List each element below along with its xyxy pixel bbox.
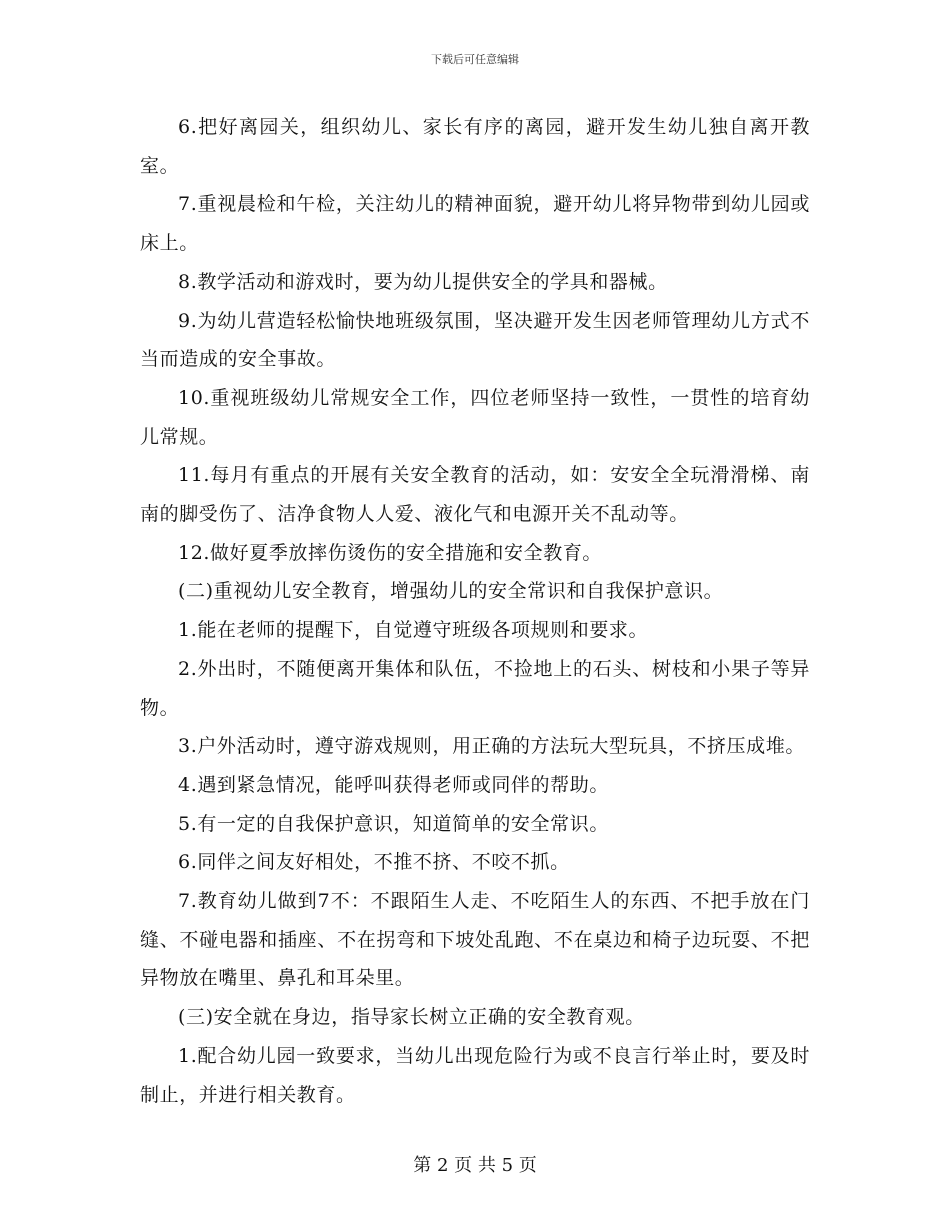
- paragraph: 3.户外活动时，遵守游戏规则，用正确的方法玩大型玩具，不挤压成堆。: [178, 735, 805, 758]
- page-number-footer: 第 2 页 共 5 页: [413, 1155, 537, 1176]
- paragraph: 12.做好夏季放摔伤烫伤的安全措施和安全教育。: [178, 541, 603, 564]
- paragraph: 9.为幼儿营造轻松愉快地班级氛围，坚决避开发生因老师管理幼儿方式不当而造成的安全事故。: [140, 309, 810, 371]
- paragraph: 8.教学活动和游戏时，要为幼儿提供安全的学具和器械。: [178, 270, 668, 293]
- paragraph: 5.有一定的自我保护意识，知道简单的安全常识。: [178, 812, 609, 835]
- paragraph: 4.遇到紧急情况，能呼叫获得老师或同伴的帮助。: [178, 773, 609, 796]
- section-heading: (二)重视幼儿安全教育，增强幼儿的安全常识和自我保护意识。: [178, 580, 724, 603]
- paragraph: 1.能在老师的提醒下，自觉遵守班级各项规则和要求。: [178, 619, 649, 642]
- paragraph: 7.教育幼儿做到7不：不跟陌生人走、不吃陌生人的东西、不把手放在门缝、不碰电器和插座、不在拐弯和下坡处乱跑、不在桌边和椅子边玩耍、不把异物放在嘴里、鼻孔和耳朵里。: [140, 890, 810, 990]
- paragraph: 6.把好离园关，组织幼儿、家长有序的离园，避开发生幼儿独自离开教室。: [140, 116, 810, 177]
- paragraph: 1.配合幼儿园一致要求，当幼儿出现危险行为或不良言行举止时，要及时制止，并进行相关教育。: [140, 1044, 810, 1106]
- paragraph: 7.重视晨检和午检，关注幼儿的精神面貌，避开幼儿将异物带到幼儿园或床上。: [140, 193, 810, 255]
- paragraph: 2.外出时，不随便离开集体和队伍，不捡地上的石头、树枝和小果子等异物。: [140, 657, 810, 719]
- paragraph: 10.重视班级幼儿常规安全工作，四位老师坚持一致性，一贯性的培育幼儿常规。: [140, 386, 810, 448]
- paragraph: 6.同伴之间友好相处，不推不挤、不咬不抓。: [178, 851, 570, 874]
- paragraph: 11.每月有重点的开展有关安全教育的活动，如：安安全全玩滑滑梯、南南的脚受伤了、洁净食物人人爱、液化气和电源开关不乱动等。: [140, 464, 810, 526]
- page-header: 下载后可任意编辑: [431, 53, 519, 66]
- section-heading: (三)安全就在身边，指导家长树立正确的安全教育观。: [178, 1006, 645, 1029]
- document-body: [140, 108, 810, 1114]
